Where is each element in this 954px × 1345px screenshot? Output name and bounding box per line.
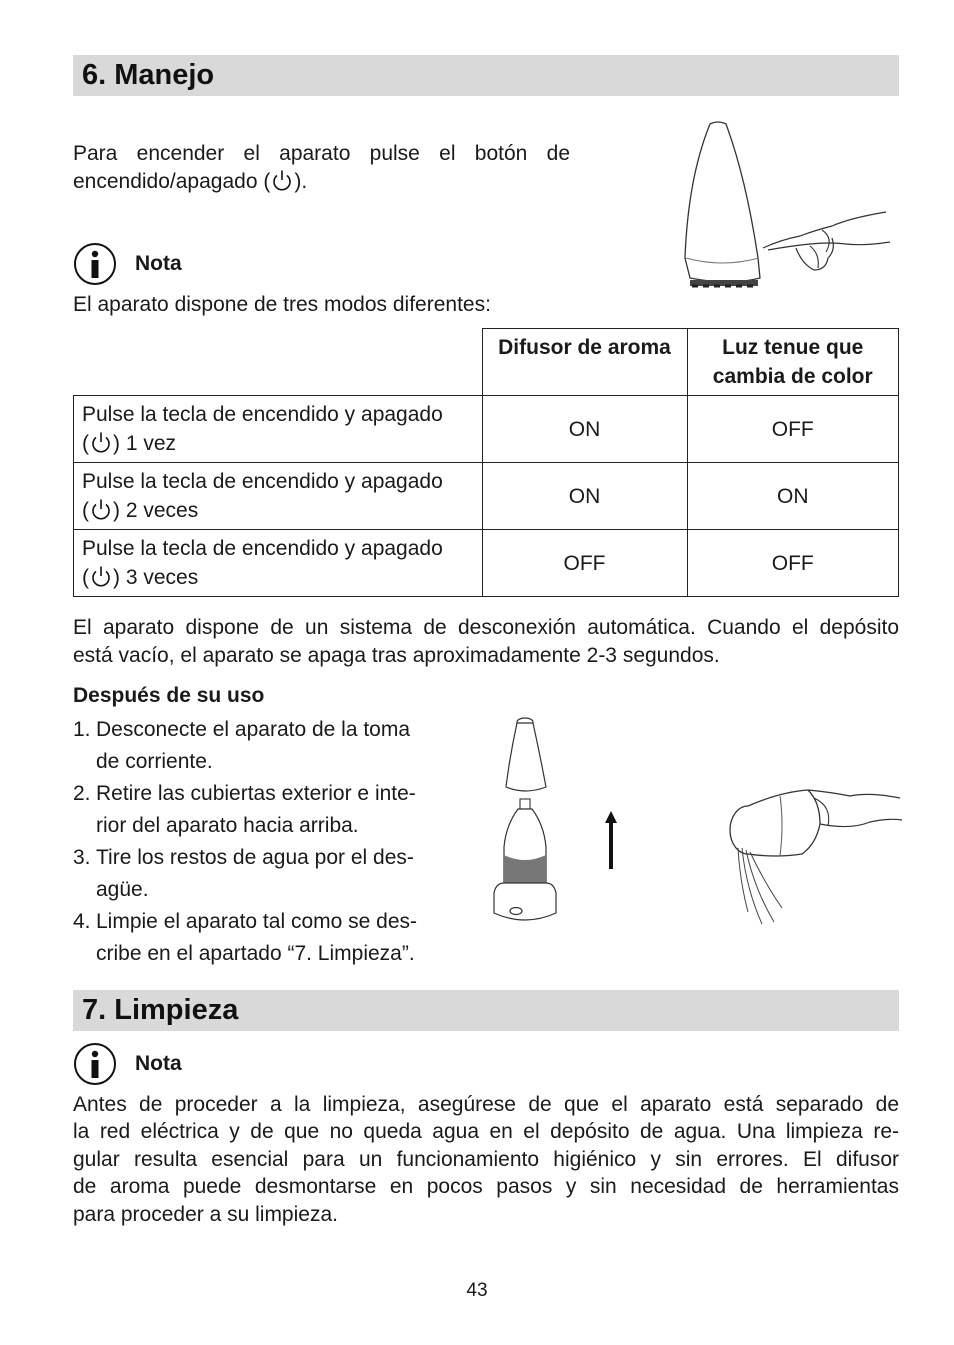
action-text: ) 1 vez: [113, 432, 177, 455]
action-text: (: [82, 566, 89, 589]
step-line: cribe en el apartado “7. Limpieza”.: [96, 942, 415, 965]
cleaning-line: Antes de proceder a la limpieza, asegúrese de que el aparato está separado de: [73, 1093, 899, 1116]
intro-text: encendido/apagado (: [73, 170, 271, 193]
step-number: 3.: [73, 846, 91, 869]
info-icon: [73, 1042, 117, 1086]
list-item: [73, 778, 463, 842]
table-cell-aroma: ON: [482, 463, 687, 530]
power-icon: [271, 169, 293, 193]
table-row: [74, 530, 899, 597]
auto-off-line: está vacío, el aparato se apaga tras aproximadamente 2-3 segundos.: [73, 644, 720, 667]
step-line: rior del aparato hacia arriba.: [96, 814, 359, 837]
page-number: 43: [466, 1280, 488, 1301]
action-text: (: [82, 432, 89, 455]
table-cell-aroma: OFF: [482, 530, 687, 597]
info-icon: [73, 242, 117, 286]
action-text: ) 2 veces: [113, 499, 199, 522]
auto-off-line: El aparato dispone de un sistema de desconexión automática. Cuando el depósito: [73, 616, 899, 639]
cleaning-line: gular resulta esencial para un funcionamiento higiénico y sin errores. El difusor: [73, 1147, 899, 1171]
step-number: 4.: [73, 910, 91, 933]
step-line: Retire las cubiertas exterior e inte-: [96, 782, 416, 805]
intro-line: [73, 168, 570, 196]
table-header-aroma: Difusor de aroma: [482, 329, 687, 396]
table-header-row: [74, 329, 899, 396]
step-line: de corriente.: [96, 750, 213, 773]
intro-line: Para encender el aparato pulse el botón de: [73, 142, 570, 165]
device-hand-illustration: [670, 118, 895, 296]
table-cell-action: [74, 463, 483, 530]
intro-paragraph: [73, 140, 570, 196]
action-line: Pulse la tecla de encendido y apagado: [82, 403, 443, 426]
section-title: 7. Limpieza: [82, 994, 239, 1026]
section-header-manejo: [73, 55, 899, 96]
step-line: Limpie el aparato tal como se des-: [96, 910, 417, 933]
table-cell-aroma: ON: [482, 396, 687, 463]
power-icon: [90, 431, 112, 455]
action-line: [82, 496, 474, 525]
step-line: Desconecte el aparato de la toma: [96, 718, 411, 741]
after-use-steps: [73, 714, 463, 970]
note-label: Nota: [135, 1052, 182, 1075]
action-text: (: [82, 499, 89, 522]
power-icon: [90, 565, 112, 589]
step-line: Tire los restos de agua por el des-: [96, 846, 414, 869]
action-line: [82, 563, 474, 592]
modes-intro: El aparato dispone de tres modos diferentes:: [73, 293, 491, 316]
cleaning-line: de aroma puede desmontarse en pocos pasos y sin necesidad de herramientas: [73, 1175, 899, 1199]
table-cell-light: OFF: [687, 530, 899, 597]
action-line: Pulse la tecla de encendido y apagado: [82, 470, 443, 493]
cleaning-line: la red eléctrica y de que no queda agua en el depósito de agua. Una limpieza re-: [73, 1120, 899, 1144]
table-header-light: Luz tenue que cambia de color: [687, 329, 899, 396]
section-header-limpieza: [73, 990, 899, 1031]
table-row: [74, 463, 899, 530]
table-cell-light: ON: [687, 463, 899, 530]
section-title: 6. Manejo: [82, 59, 215, 91]
modes-table: [73, 328, 899, 597]
table-cell-light: OFF: [687, 396, 899, 463]
cleaning-line: para proceder a su limpieza.: [73, 1202, 338, 1226]
after-use-heading: Después de su uso: [73, 684, 265, 707]
table-header-empty: [74, 329, 483, 396]
action-line: [82, 429, 474, 458]
action-text: ) 3 veces: [113, 566, 199, 589]
step-line: agüe.: [96, 878, 149, 901]
note-label: Nota: [135, 252, 182, 275]
action-line: Pulse la tecla de encendido y apagado: [82, 537, 443, 560]
pouring-illustration: [720, 778, 904, 928]
step-number: 2.: [73, 782, 91, 805]
step-number: 1.: [73, 718, 91, 741]
power-icon: [90, 498, 112, 522]
list-item: [73, 842, 463, 906]
intro-text: ).: [294, 170, 308, 193]
auto-off-paragraph: [73, 614, 899, 670]
disassembly-illustration: [488, 715, 638, 930]
table-cell-action: [74, 396, 483, 463]
cleaning-paragraph: [73, 1091, 899, 1228]
list-item: [73, 714, 463, 778]
table-row: [74, 396, 899, 463]
list-item: [73, 906, 463, 970]
table-cell-action: [74, 530, 483, 597]
